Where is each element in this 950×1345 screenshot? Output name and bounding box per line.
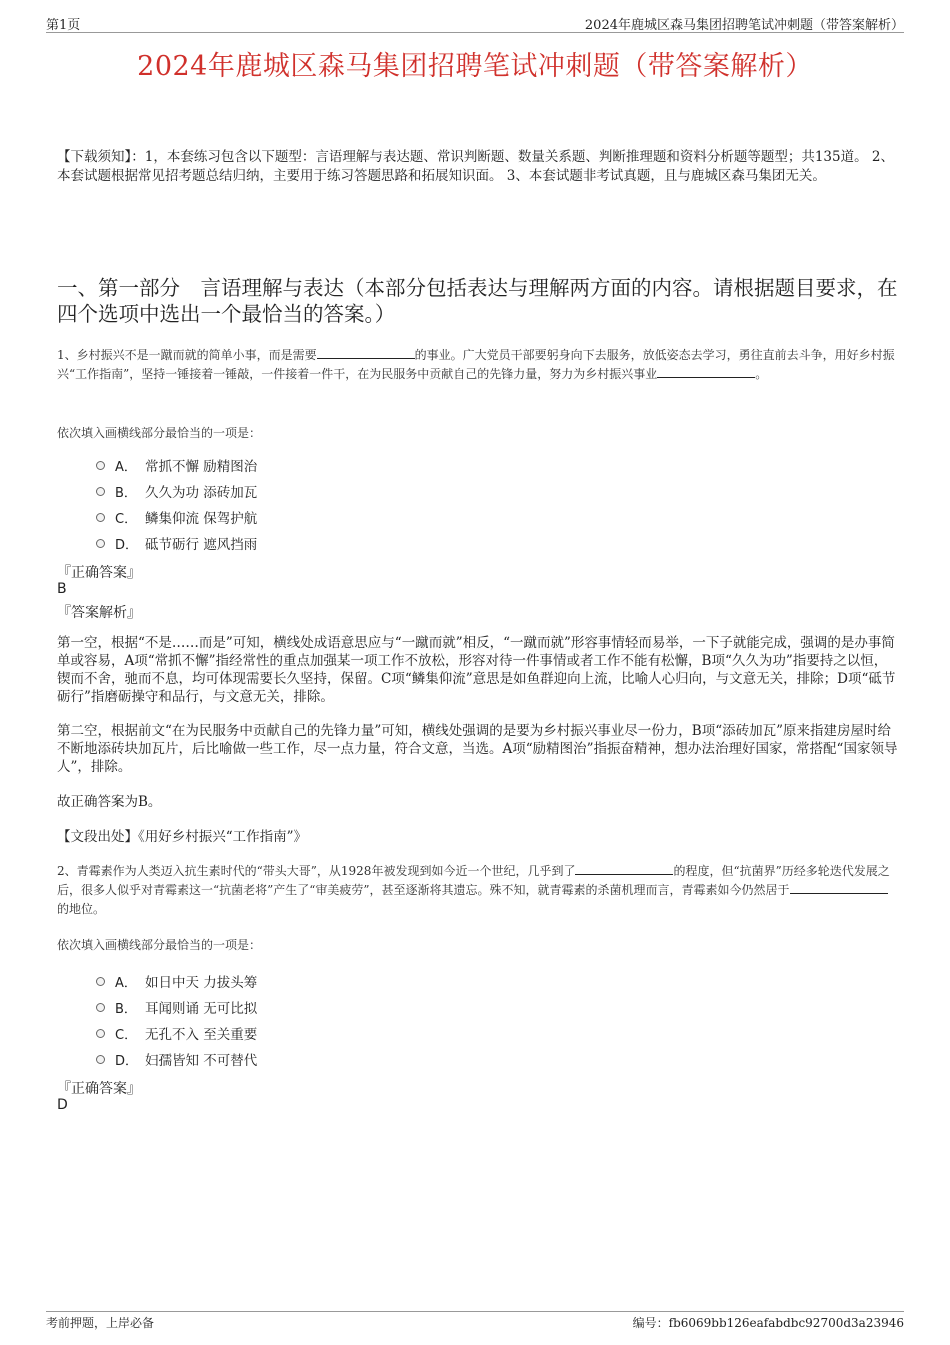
question-1-analysis-2: 第二空，根据前文“在为民服务中贡献自己的先锋力量”可知，横线处强调的是要为乡村振兴事业尽一份力，B项“添砖加瓦”原来指建房屋时给不断地添砖块加瓦片，后比喻做一些工作，尽一点力量，符合文意，当选。A项“励精图治”指振奋精神，想办法治理好国家，常搭配“国家领导人”，排除。 bbox=[57, 723, 898, 775]
page-number: 第1页 bbox=[46, 18, 81, 33]
question-1-option-b[interactable]: B． 久久为功 添砖加瓦 bbox=[96, 478, 257, 504]
question-2-prompt: 依次填入画横线部分最恰当的一项是： bbox=[57, 938, 262, 952]
question-2-answer-label: 『正确答案』 bbox=[57, 1081, 141, 1097]
question-2-option-d[interactable]: D． 妇孺皆知 不可替代 bbox=[96, 1046, 257, 1072]
radio-icon[interactable] bbox=[96, 461, 105, 470]
question-1-answer: B bbox=[57, 581, 67, 597]
question-1-option-a[interactable]: A． 常抓不懈 励精图治 bbox=[96, 452, 257, 478]
question-1-option-c[interactable]: C． 鳞集仰流 保驾护航 bbox=[96, 504, 257, 530]
header-doc-title: 2024年鹿城区森马集团招聘笔试冲刺题（带答案解析） bbox=[584, 18, 904, 33]
section-title: 一、第一部分 言语理解与表达（本部分包括表达与理解两方面的内容。请根据题目要求，在四个选项中选出一个最恰当的答案。） bbox=[57, 276, 898, 326]
question-2-option-b[interactable]: B． 耳闻则诵 无可比拟 bbox=[96, 994, 257, 1020]
radio-icon[interactable] bbox=[96, 487, 105, 496]
question-2-blank-1 bbox=[575, 862, 673, 875]
question-1-text bbox=[57, 346, 899, 384]
question-1-conclusion: 故正确答案为B。 bbox=[57, 794, 162, 810]
radio-icon[interactable] bbox=[96, 1029, 105, 1038]
page-title: 2024年鹿城区森马集团招聘笔试冲刺题（带答案解析） bbox=[137, 51, 813, 82]
question-1-part-c: 。 bbox=[755, 367, 768, 381]
footer-divider bbox=[46, 1311, 904, 1312]
download-notice: 【下载须知】：1，本套练习包含以下题型：言语理解与表达题、常识判断题、数量关系题、判断推理题和资料分析题等题型；共135道。 2、本套试题根据常见招考题总结归纳，主要用于练习答题思路和拓展知识面。 3、本套试题非考试真题，且与鹿城区森马集团无关。 bbox=[57, 149, 894, 184]
radio-icon[interactable] bbox=[96, 1003, 105, 1012]
question-2-text bbox=[57, 862, 899, 919]
question-2-option-a[interactable]: A． 如日中天 力拔头筹 bbox=[96, 968, 257, 994]
footer-slogan: 考前押题，上岸必备 bbox=[46, 1316, 155, 1330]
question-1-answer-label: 『正确答案』 bbox=[57, 565, 141, 581]
question-1-analysis-label: 『答案解析』 bbox=[57, 605, 141, 621]
radio-icon[interactable] bbox=[96, 539, 105, 548]
question-2-part-c: 的地位。 bbox=[57, 902, 106, 916]
question-1-part-b: 的事业。广大党员干部要躬身向下去服务，放低姿态去学习，勇往直前去斗争，用好乡村振兴“工作指南”，坚持一锤接着一锤敲，一件接着一件干，在为民服务中贡献自己的先锋力量，努力为乡村振兴事业 bbox=[57, 348, 895, 381]
question-1-option-d[interactable]: D． 砥节砺行 遮风挡雨 bbox=[96, 530, 257, 556]
question-1-blank-1 bbox=[317, 346, 415, 359]
radio-icon[interactable] bbox=[96, 977, 105, 986]
question-2-blank-2 bbox=[790, 881, 888, 894]
question-2-answer: D bbox=[57, 1097, 68, 1113]
radio-icon[interactable] bbox=[96, 513, 105, 522]
question-1-prompt: 依次填入画横线部分最恰当的一项是： bbox=[57, 426, 262, 440]
question-2-part-a: 2、青霉素作为人类迈入抗生素时代的“带头大哥”，从1928年被发现到如今近一个世纪，几乎到了 bbox=[57, 864, 576, 878]
question-1-source: 【文段出处】《用好乡村振兴“工作指南”》 bbox=[57, 829, 308, 845]
footer-code: 编号：fb6069bb126eafabdbc92700d3a23946 bbox=[632, 1316, 904, 1330]
question-1-part-a: 1、乡村振兴不是一蹴而就的简单小事，而是需要 bbox=[57, 348, 317, 362]
header-divider bbox=[46, 32, 904, 33]
question-2-part-b: 的程度，但“抗菌界”历经多轮迭代发展之后，很多人似乎对青霉素这一“抗菌老将”产生了“审美疲劳”，甚至逐渐将其遗忘。殊不知，就青霉素的杀菌机理而言，青霉素如今仍然居于 bbox=[57, 864, 890, 897]
question-1-options bbox=[96, 452, 257, 556]
question-2-option-c[interactable]: C． 无孔不入 至关重要 bbox=[96, 1020, 257, 1046]
question-1-analysis-1: 第一空，根据“不是……而是”可知，横线处成语意思应与“一蹴而就”相反，“一蹴而就”形容事情轻而易举，一下子就能完成，强调的是办事简单或容易，A项“常抓不懈”指经常性的重点加强某一项工作不放松，形容对待一件事情或者工作不能有松懈，B项“久久为功”指要持之以恒，锲而不舍，驰而不息，均可体现需要长久坚持，保留。C项“鳞集仰流”意思是如鱼群迎向上流，比喻人心归向，与文意无关，排除；D项“砥节砺行”指磨砺操守和品行，与文意无关，排除。 bbox=[57, 635, 896, 705]
question-2-options bbox=[96, 968, 257, 1072]
question-1-blank-2 bbox=[657, 365, 755, 378]
radio-icon[interactable] bbox=[96, 1055, 105, 1064]
